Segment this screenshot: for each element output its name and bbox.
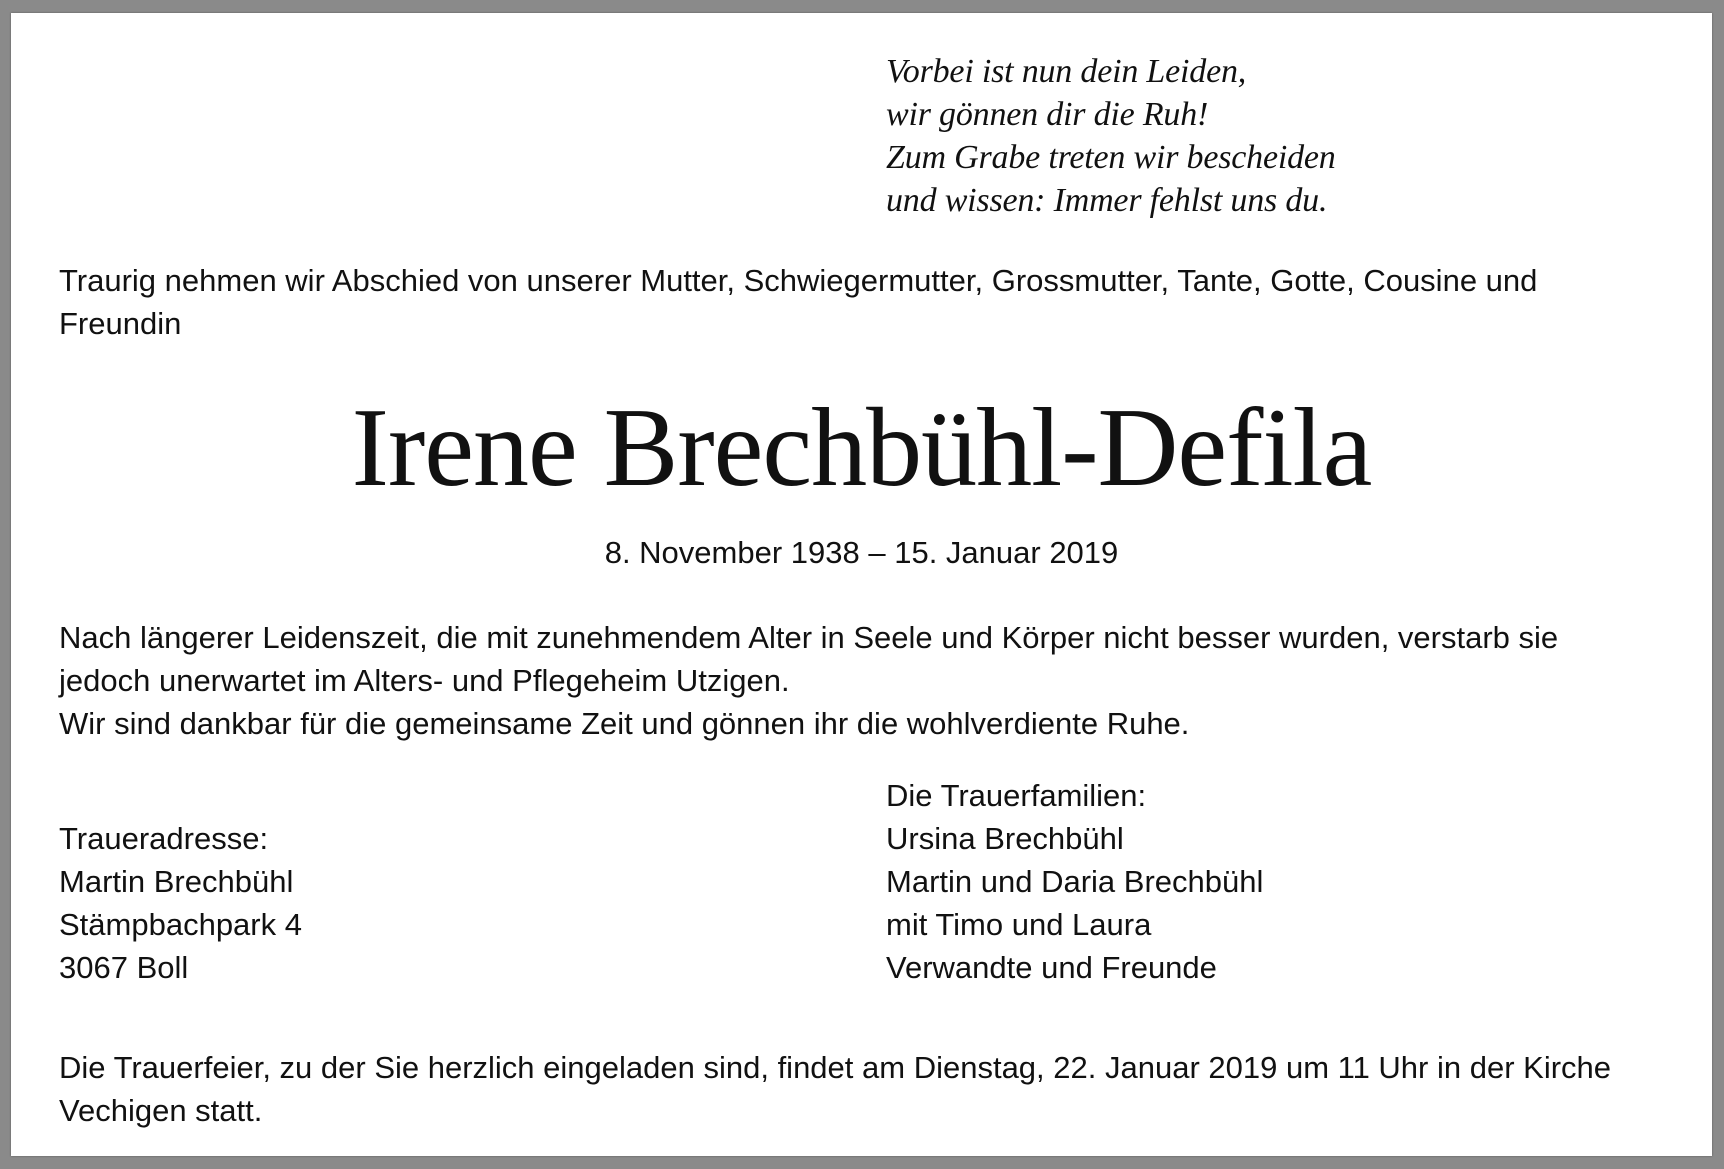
address-line: Martin Brechbühl [59, 864, 294, 899]
family-line: Martin und Daria Brechbühl [886, 864, 1264, 899]
life-dates: 8. November 1938 – 15. Januar 2019 [604, 535, 1119, 570]
address-line: 3067 Boll [59, 950, 189, 985]
family-line: Verwandte und Freunde [886, 950, 1217, 985]
ceremony-text [59, 1046, 1679, 1132]
body-line: Nach längerer Leidenszeit, die mit zunehmendem Alter in Seele und Körper nicht besser wurden, verstarb sie [59, 620, 1559, 655]
mourning-families [886, 774, 1263, 989]
deceased-name: Irene Brechbühl-Defila [351, 386, 1372, 510]
intro-line: Freundin [59, 306, 182, 341]
body-text [59, 616, 1679, 745]
poem-line: und wissen: Immer fehlst uns du. [886, 182, 1328, 219]
poem-line: Vorbei ist nun dein Leiden, [886, 53, 1247, 90]
intro-text [59, 259, 1679, 345]
intro-line: Traurig nehmen wir Abschied von unserer Mutter, Schwiegermutter, Grossmutter, Tante, Gotte, Cousine und [59, 263, 1538, 298]
poem-line: Zum Grabe treten wir bescheiden [886, 139, 1336, 176]
ceremony-line: Vechigen statt. [59, 1093, 263, 1128]
ceremony-line: Die Trauerfeier, zu der Sie herzlich eingeladen sind, findet am Dienstag, 22. Januar 2019 um 11 Uhr in der Kirche [59, 1050, 1612, 1085]
body-line: Wir sind dankbar für die gemeinsame Zeit und gönnen ihr die wohlverdiente Ruhe. [59, 706, 1190, 741]
family-line: Ursina Brechbühl [886, 821, 1124, 856]
address-line: Stämpbachpark 4 [59, 907, 302, 942]
mourning-address [59, 817, 302, 989]
address-heading: Traueradresse: [59, 821, 269, 856]
poem-line: wir gönnen dir die Ruh! [886, 96, 1209, 133]
family-heading: Die Trauerfamilien: [886, 778, 1147, 813]
memorial-poem [886, 50, 1646, 222]
family-line: mit Timo und Laura [886, 907, 1152, 942]
body-line: jedoch unerwartet im Alters- und Pflegeheim Utzigen. [59, 663, 790, 698]
obituary-notice [11, 13, 1712, 1156]
